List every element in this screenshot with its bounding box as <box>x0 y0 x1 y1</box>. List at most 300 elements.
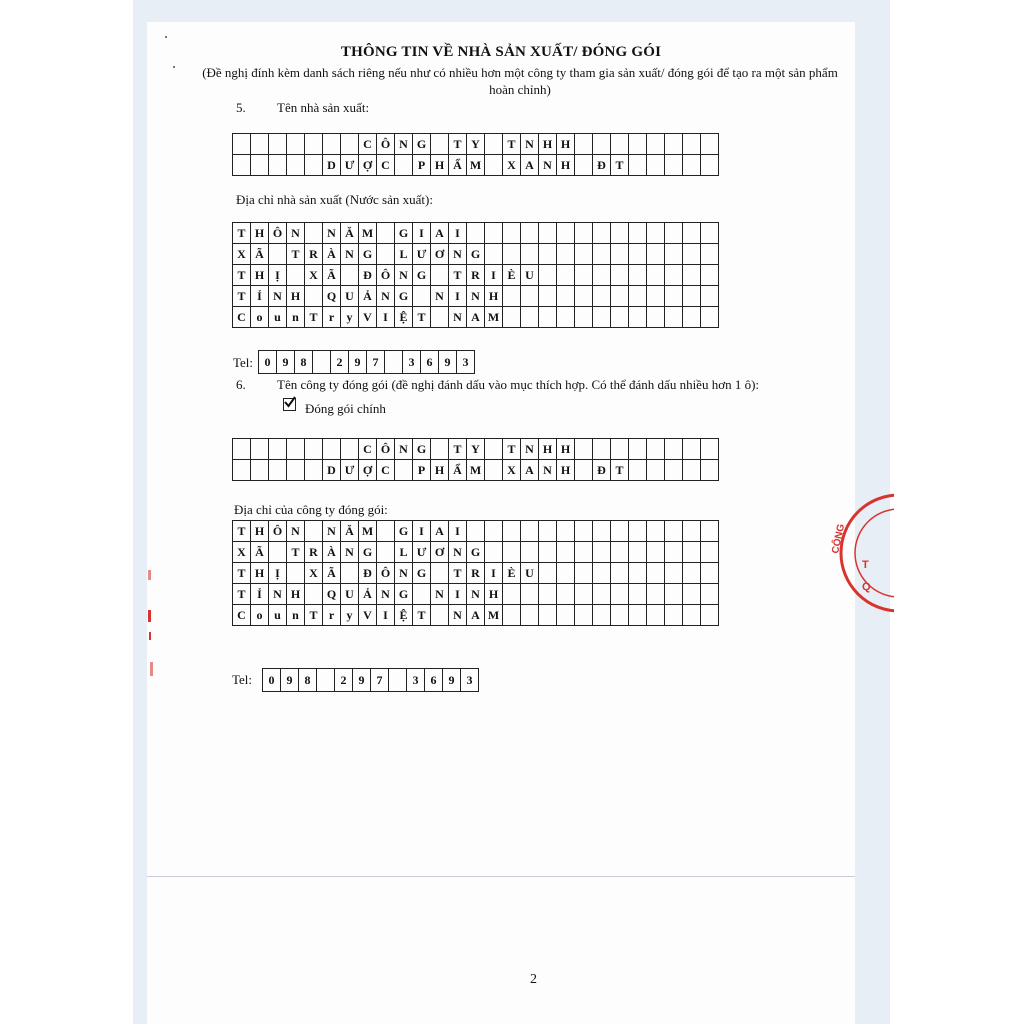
grid-cell <box>593 439 611 460</box>
grid-cell <box>251 460 269 481</box>
main-packaging-label: Đóng gói chính <box>305 401 386 416</box>
tel-digit-box <box>385 351 403 373</box>
grid-cell: H <box>539 439 557 460</box>
grid-cell <box>395 155 413 176</box>
grid-cell: C <box>233 307 251 328</box>
grid-cell <box>557 265 575 286</box>
grid-cell <box>575 155 593 176</box>
grid-cell <box>539 265 557 286</box>
grid-cell: I <box>413 521 431 542</box>
grid-cell <box>611 307 629 328</box>
tel-digit-box: 6 <box>421 351 439 373</box>
tel-digit-box: 3 <box>466 672 473 687</box>
grid-cell <box>665 542 683 563</box>
grid-cell <box>413 584 431 605</box>
grid-cell: N <box>323 223 341 244</box>
grid-cell: u <box>269 605 287 626</box>
grid-cell: Ợ <box>359 155 377 176</box>
grid-cell <box>665 521 683 542</box>
grid-cell <box>647 439 665 460</box>
grid-cell: Ã <box>323 563 341 584</box>
grid-cell <box>431 563 449 584</box>
grid-cell: R <box>305 244 323 265</box>
grid-cell <box>629 460 647 481</box>
tel-digit-box: 2 <box>331 351 349 373</box>
grid-cell <box>683 460 701 481</box>
grid-cell <box>683 521 701 542</box>
grid-cell <box>575 223 593 244</box>
grid-cell: Đ <box>593 460 611 481</box>
grid-cell <box>485 439 503 460</box>
grid-cell <box>521 542 539 563</box>
grid-cell: A <box>521 460 539 481</box>
tel-digit-box: 9 <box>281 669 299 691</box>
red-mark <box>148 570 151 580</box>
grid-cell <box>629 605 647 626</box>
grid-cell <box>269 134 287 155</box>
grid-cell <box>539 563 557 584</box>
grid-cell: Ô <box>377 265 395 286</box>
grid-cell: I <box>413 223 431 244</box>
grid-cell <box>647 542 665 563</box>
manufacturer-tel-field <box>258 350 475 374</box>
grid-cell: I <box>485 563 503 584</box>
grid-cell: N <box>431 584 449 605</box>
grid-row <box>233 563 719 584</box>
grid-cell <box>701 223 719 244</box>
grid-row <box>233 134 719 155</box>
grid-cell: L <box>395 244 413 265</box>
grid-cell: G <box>413 134 431 155</box>
grid-cell: Ẩ <box>449 460 467 481</box>
grid-cell <box>305 521 323 542</box>
grid-cell <box>539 521 557 542</box>
grid-cell <box>557 605 575 626</box>
grid-cell: T <box>233 223 251 244</box>
grid-cell: I <box>377 307 395 328</box>
grid-cell: H <box>557 155 575 176</box>
grid-cell: H <box>557 134 575 155</box>
grid-cell: T <box>413 307 431 328</box>
grid-cell: H <box>557 439 575 460</box>
grid-cell: H <box>485 584 503 605</box>
grid-cell: Ỉ <box>251 584 269 605</box>
grid-cell: H <box>485 286 503 307</box>
grid-cell <box>683 605 701 626</box>
grid-cell <box>503 542 521 563</box>
grid-cell <box>575 542 593 563</box>
grid-cell: A <box>431 223 449 244</box>
grid-cell <box>593 563 611 584</box>
grid-cell <box>485 460 503 481</box>
grid-cell <box>701 584 719 605</box>
grid-cell <box>629 244 647 265</box>
grid-cell: N <box>539 460 557 481</box>
packager-name-grid <box>232 438 719 481</box>
grid-cell <box>557 563 575 584</box>
grid-cell <box>611 244 629 265</box>
tel-digit-box: 7 <box>367 351 385 373</box>
grid-cell <box>701 265 719 286</box>
grid-cell <box>593 542 611 563</box>
grid-cell: T <box>233 521 251 542</box>
grid-cell: M <box>467 155 485 176</box>
grid-cell: r <box>323 605 341 626</box>
grid-cell: Ô <box>269 521 287 542</box>
grid-cell <box>485 244 503 265</box>
grid-cell: H <box>251 521 269 542</box>
grid-cell: Ơ <box>431 542 449 563</box>
grid-cell <box>611 223 629 244</box>
grid-cell <box>593 265 611 286</box>
grid-cell <box>467 223 485 244</box>
grid-cell: G <box>413 563 431 584</box>
grid-cell <box>575 439 593 460</box>
grid-cell <box>269 439 287 460</box>
grid-cell: N <box>521 439 539 460</box>
grid-cell <box>593 134 611 155</box>
grid-cell: T <box>233 286 251 307</box>
grid-cell: Ẩ <box>449 155 467 176</box>
grid-cell <box>377 244 395 265</box>
grid-cell: À <box>323 244 341 265</box>
grid-cell <box>629 584 647 605</box>
grid-cell <box>647 265 665 286</box>
red-mark <box>149 632 151 640</box>
grid-cell: D <box>323 460 341 481</box>
grid-cell: N <box>467 584 485 605</box>
grid-cell <box>557 223 575 244</box>
grid-cell <box>701 286 719 307</box>
grid-cell: C <box>377 155 395 176</box>
grid-cell: N <box>341 542 359 563</box>
grid-cell <box>503 584 521 605</box>
document-subtitle: (Đề nghị đính kèm danh sách riêng nếu như có nhiều hơn một công ty tham gia sản xuất/ đóng gói để tạo ra một sản phẩm hoàn chỉnh) <box>202 65 838 97</box>
grid-cell <box>557 584 575 605</box>
grid-cell: T <box>305 605 323 626</box>
grid-cell <box>683 244 701 265</box>
grid-cell <box>701 521 719 542</box>
tel-digit-box: 2 <box>335 669 353 691</box>
grid-cell: T <box>449 265 467 286</box>
grid-cell <box>521 584 539 605</box>
grid-cell <box>233 134 251 155</box>
grid-cell <box>395 460 413 481</box>
grid-row <box>233 584 719 605</box>
grid-cell <box>503 244 521 265</box>
grid-cell <box>251 134 269 155</box>
grid-cell <box>377 223 395 244</box>
grid-cell <box>611 134 629 155</box>
grid-cell <box>647 155 665 176</box>
grid-cell <box>377 542 395 563</box>
grid-cell <box>305 286 323 307</box>
grid-cell: U <box>521 563 539 584</box>
grid-cell: Ơ <box>431 244 449 265</box>
grid-cell <box>647 521 665 542</box>
grid-cell <box>611 605 629 626</box>
grid-cell: R <box>305 542 323 563</box>
grid-row <box>233 605 719 626</box>
grid-row <box>233 439 719 460</box>
grid-cell <box>647 605 665 626</box>
grid-cell <box>701 307 719 328</box>
grid-cell <box>431 134 449 155</box>
manufacturer-name-grid <box>232 133 719 176</box>
grid-cell: A <box>467 307 485 328</box>
grid-cell: X <box>503 460 521 481</box>
grid-cell: T <box>449 563 467 584</box>
grid-cell <box>521 286 539 307</box>
grid-cell: Đ <box>359 265 377 286</box>
svg-text:T: T <box>862 559 869 571</box>
scan-speck <box>173 66 175 68</box>
grid-cell <box>647 460 665 481</box>
grid-cell <box>485 155 503 176</box>
grid-cell <box>557 307 575 328</box>
grid-cell <box>575 134 593 155</box>
grid-cell: N <box>287 521 305 542</box>
grid-cell: U <box>341 584 359 605</box>
grid-cell <box>485 542 503 563</box>
grid-cell <box>701 134 719 155</box>
grid-cell: Ả <box>359 584 377 605</box>
grid-row <box>233 542 719 563</box>
grid-cell: Đ <box>359 563 377 584</box>
grid-cell: Ô <box>377 439 395 460</box>
grid-cell: N <box>341 244 359 265</box>
tel-digit-box: 3 <box>462 354 469 369</box>
grid-row <box>233 265 719 286</box>
grid-cell <box>611 286 629 307</box>
grid-cell <box>629 134 647 155</box>
grid-cell <box>629 265 647 286</box>
grid-cell <box>665 584 683 605</box>
grid-cell: N <box>269 584 287 605</box>
grid-cell: Ã <box>251 542 269 563</box>
grid-cell: X <box>233 244 251 265</box>
grid-cell <box>485 521 503 542</box>
grid-cell: Ợ <box>359 460 377 481</box>
grid-cell <box>665 223 683 244</box>
grid-cell: I <box>449 521 467 542</box>
tel-digit-box: 3 <box>407 669 425 691</box>
grid-cell: N <box>431 286 449 307</box>
grid-cell: H <box>431 155 449 176</box>
grid-cell: I <box>377 605 395 626</box>
grid-cell: I <box>485 265 503 286</box>
grid-cell: È <box>503 265 521 286</box>
grid-cell: I <box>449 584 467 605</box>
grid-cell <box>341 265 359 286</box>
grid-cell <box>521 307 539 328</box>
grid-cell <box>539 584 557 605</box>
grid-cell <box>665 265 683 286</box>
grid-cell <box>557 521 575 542</box>
grid-cell <box>575 563 593 584</box>
grid-cell <box>629 155 647 176</box>
grid-cell: Ă <box>341 223 359 244</box>
red-mark <box>150 662 153 676</box>
grid-cell <box>593 286 611 307</box>
grid-cell <box>269 155 287 176</box>
red-mark <box>148 610 151 622</box>
grid-cell: V <box>359 605 377 626</box>
grid-cell <box>647 244 665 265</box>
grid-cell <box>683 439 701 460</box>
grid-cell: Q <box>323 286 341 307</box>
packager-address-label: Địa chỉ của công ty đóng gói: <box>234 502 388 517</box>
grid-cell: N <box>521 134 539 155</box>
grid-cell <box>431 439 449 460</box>
grid-cell: A <box>431 521 449 542</box>
grid-cell <box>683 265 701 286</box>
grid-cell <box>701 563 719 584</box>
grid-cell <box>701 542 719 563</box>
grid-cell <box>233 439 251 460</box>
grid-row <box>233 286 719 307</box>
grid-cell: I <box>449 286 467 307</box>
grid-cell <box>647 563 665 584</box>
grid-cell <box>575 584 593 605</box>
grid-cell: C <box>233 605 251 626</box>
company-stamp <box>824 488 894 618</box>
grid-cell <box>683 542 701 563</box>
grid-cell <box>683 584 701 605</box>
grid-row <box>233 155 719 176</box>
tel-digit-box: 9 <box>277 351 295 373</box>
grid-cell: Ị <box>269 563 287 584</box>
grid-cell <box>575 460 593 481</box>
grid-cell <box>611 265 629 286</box>
tel-digit-box <box>317 669 335 691</box>
grid-cell: C <box>359 134 377 155</box>
grid-cell: G <box>359 244 377 265</box>
tel-digit-box: 7 <box>371 669 389 691</box>
grid-cell <box>287 155 305 176</box>
grid-cell <box>701 155 719 176</box>
grid-cell: T <box>233 563 251 584</box>
grid-cell <box>575 265 593 286</box>
grid-cell: T <box>287 244 305 265</box>
grid-cell <box>575 605 593 626</box>
grid-cell <box>341 439 359 460</box>
grid-cell: H <box>251 563 269 584</box>
grid-cell <box>305 439 323 460</box>
section-5-label: Tên nhà sản xuất: <box>277 100 370 115</box>
grid-cell <box>629 563 647 584</box>
grid-cell <box>593 605 611 626</box>
scan-speck <box>165 36 167 38</box>
grid-cell: o <box>251 605 269 626</box>
manufacturer-address-grid <box>232 222 719 328</box>
grid-cell: T <box>413 605 431 626</box>
grid-cell <box>593 244 611 265</box>
grid-cell <box>575 286 593 307</box>
tel-digit-box: 8 <box>299 669 317 691</box>
grid-cell: G <box>467 542 485 563</box>
grid-cell <box>305 223 323 244</box>
main-packaging-checkbox[interactable] <box>283 398 296 411</box>
tel-digit-box: 6 <box>425 669 443 691</box>
svg-text:Q: Q <box>862 581 871 593</box>
grid-cell <box>323 134 341 155</box>
grid-cell <box>575 307 593 328</box>
grid-cell <box>647 223 665 244</box>
grid-cell: N <box>467 286 485 307</box>
grid-cell <box>629 439 647 460</box>
grid-cell: Ư <box>341 155 359 176</box>
grid-cell: U <box>341 286 359 307</box>
grid-cell <box>503 223 521 244</box>
grid-cell: À <box>323 542 341 563</box>
grid-cell: N <box>539 155 557 176</box>
grid-cell <box>665 439 683 460</box>
grid-cell: o <box>251 307 269 328</box>
grid-cell <box>539 286 557 307</box>
grid-cell <box>287 563 305 584</box>
stamp-text: CÔNG <box>830 522 848 555</box>
grid-cell <box>305 584 323 605</box>
grid-cell: N <box>395 439 413 460</box>
grid-cell <box>503 605 521 626</box>
packager-tel-field <box>262 668 479 692</box>
grid-cell: n <box>287 307 305 328</box>
packager-address-grid <box>232 520 719 626</box>
tel-digit-box: 8 <box>295 351 313 373</box>
grid-cell: G <box>467 244 485 265</box>
grid-cell: Ã <box>251 244 269 265</box>
outer-margin-left <box>0 0 133 1024</box>
grid-cell <box>665 244 683 265</box>
grid-cell <box>539 307 557 328</box>
footer-divider <box>147 876 855 877</box>
grid-cell: U <box>521 265 539 286</box>
grid-cell: C <box>359 439 377 460</box>
grid-cell <box>251 439 269 460</box>
grid-cell: Y <box>467 439 485 460</box>
grid-cell: T <box>305 307 323 328</box>
grid-row <box>233 521 719 542</box>
grid-cell <box>431 605 449 626</box>
grid-cell: T <box>287 542 305 563</box>
grid-cell: N <box>395 265 413 286</box>
grid-cell <box>503 521 521 542</box>
grid-cell: M <box>485 307 503 328</box>
grid-cell <box>413 286 431 307</box>
packager-tel-label: Tel: <box>232 672 253 687</box>
check-icon <box>283 395 297 409</box>
grid-cell <box>701 439 719 460</box>
tel-digit-box: 9 <box>439 351 457 373</box>
grid-cell <box>683 134 701 155</box>
grid-cell <box>575 521 593 542</box>
grid-cell: H <box>431 460 449 481</box>
grid-cell: H <box>287 286 305 307</box>
grid-cell: X <box>305 563 323 584</box>
outer-margin-right <box>890 0 1024 1024</box>
grid-cell <box>521 605 539 626</box>
grid-cell <box>647 307 665 328</box>
grid-cell: D <box>323 155 341 176</box>
grid-cell <box>665 155 683 176</box>
grid-cell <box>539 244 557 265</box>
grid-cell: Ư <box>413 244 431 265</box>
grid-cell <box>521 223 539 244</box>
tel-digit-box: 9 <box>443 669 461 691</box>
grid-cell: N <box>377 286 395 307</box>
grid-cell: Đ <box>593 155 611 176</box>
